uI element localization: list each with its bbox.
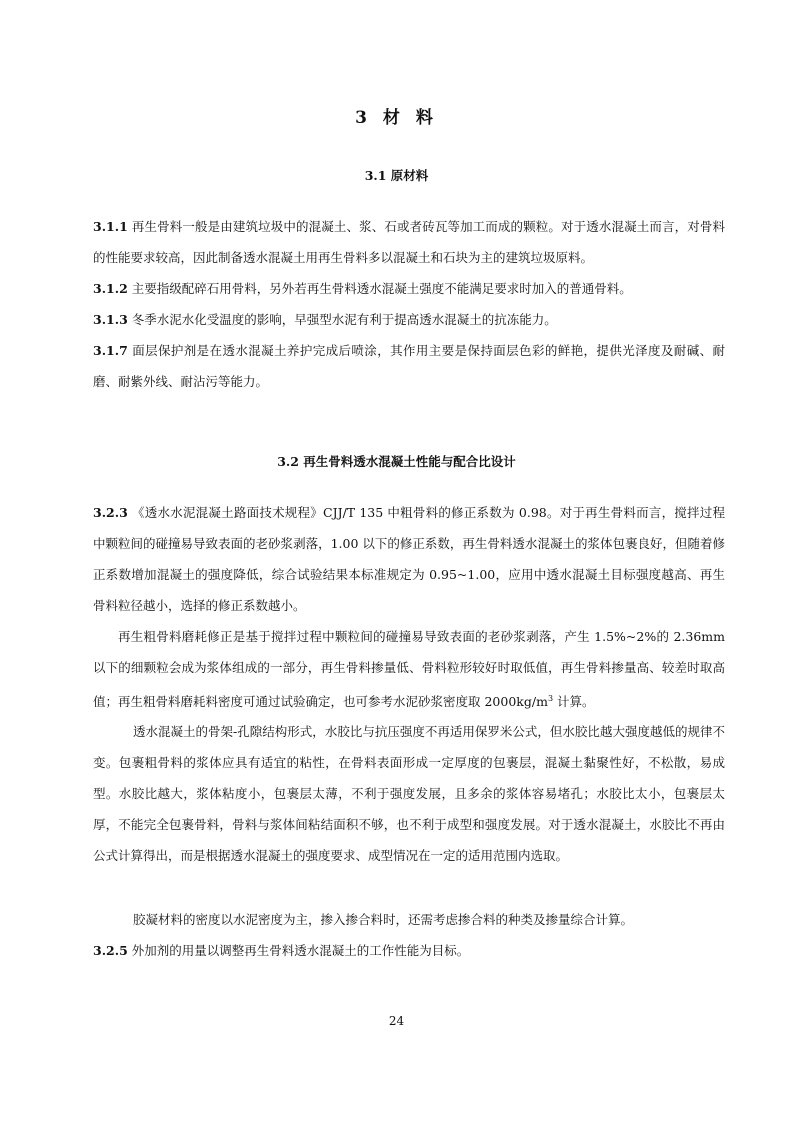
page-number: 24 <box>388 1014 405 1028</box>
clause-number: 3.1.2 <box>93 281 128 296</box>
section-heading-3-1: 3.1 原材料 <box>364 168 429 183</box>
paragraph-binder-density <box>93 904 725 935</box>
paragraph-text-end: 计算。 <box>553 694 595 710</box>
paragraph-text: 再生粗骨料磨耗修正是基于搅拌过程中颗粒间的碰撞易导致表面的老砂浆剥落，产生 1.5%~2%的 2.36mm 以下的细颗粒会成为浆体组成的一部分，再生骨料掺量低、骨料粒形较好时取低值，再生骨料掺量高、较差时取高值；再生粗骨料磨耗料密度可通过试验确定，也可参考水泥砂浆密度取 2000kg/m <box>93 629 725 710</box>
clause-number: 3.1.3 <box>93 312 128 327</box>
chapter-title: 3 材 料 <box>355 108 438 128</box>
clause-number: 3.2.5 <box>93 943 128 958</box>
clause-number: 3.2.3 <box>93 505 128 520</box>
superscript: 3 <box>547 694 554 703</box>
clause-3-2-3 <box>93 497 725 621</box>
clause-text: 面层保护剂是在透水混凝土养护完成后喷涂，其作用主要是保持面层色彩的鲜艳，提供光泽度及耐碱、耐磨、耐紫外线、耐沾污等能力。 <box>93 343 725 389</box>
paragraph-text: 透水混凝土的骨架-孔隙结构形式，水胶比与抗压强度不再适用保罗米公式，但水胶比越大强度越低的规律不变。包裹粗骨料的浆体应具有适宜的粘性，在骨料表面形成一定厚度的包裹层，混凝土黏聚性好，不松散，易成型。水胶比越大，浆体粘度小，包裹层太薄，不利于强度发展，且多余的浆体容易堵孔；水胶比太小，包裹层太厚，不能完全包裹骨料，骨料与浆体间粘结面积不够，也不利于成型和强度发展。对于透水混凝土，水胶比不再由公式计算得出，而是根据透水混凝土的强度要求、成型情况在一定的适用范围内选取。 <box>93 724 725 863</box>
clause-text: 冬季水泥水化受温度的影响，早强型水泥有利于提高透水混凝土的抗冻能力。 <box>131 312 557 327</box>
clause-text: 再生骨料一般是由建筑垃圾中的混凝土、浆、石或者砖瓦等加工而成的颗粒。对于透水混凝土而言，对骨料的性能要求较高，因此制备透水混凝土用再生骨料多以混凝土和石块为主的建筑垃圾原料。 <box>93 219 725 265</box>
paragraph-text: 胶凝材料的密度以水泥密度为主，掺入掺合料时，还需考虑掺合料的种类及掺量综合计算。 <box>133 912 634 927</box>
paragraph-pore-structure <box>93 716 725 871</box>
clause-text: 《透水水泥混凝土路面技术规程》CJJ/T 135 中粗骨料的修正系数为 0.98。对于再生骨料而言，搅拌过程中颗粒间的碰撞易导致表面的老砂浆剥落，1.00 以下的修正系数，再生骨料透水混凝土的浆体包裹良好，但随着修正系数增加混凝土的强度降低，综合试验结果本标准规定为 0.95~1.00，应用中透水混凝土目标强度越高、再生骨料粒径越小，选择的修正系数越小。 <box>93 505 725 613</box>
section-heading-3-2: 3.2 再生骨料透水混凝土性能与配合比设计 <box>277 454 516 469</box>
clause-number: 3.1.7 <box>93 343 128 358</box>
clause-3-1-2 <box>93 273 725 304</box>
clause-3-1-1 <box>93 211 725 273</box>
clause-number: 3.1.1 <box>93 219 128 234</box>
clause-3-2-5 <box>93 935 725 966</box>
clause-text: 外加剂的用量以调整再生骨料透水混凝土的工作性能为目标。 <box>131 943 470 958</box>
clause-text: 主要指级配碎石用骨料，另外若再生骨料透水混凝土强度不能满足要求时加入的普通骨料。 <box>131 281 632 296</box>
clause-3-1-7 <box>93 335 725 397</box>
paragraph-wear-correction <box>93 621 725 717</box>
clause-3-1-3 <box>93 304 725 335</box>
